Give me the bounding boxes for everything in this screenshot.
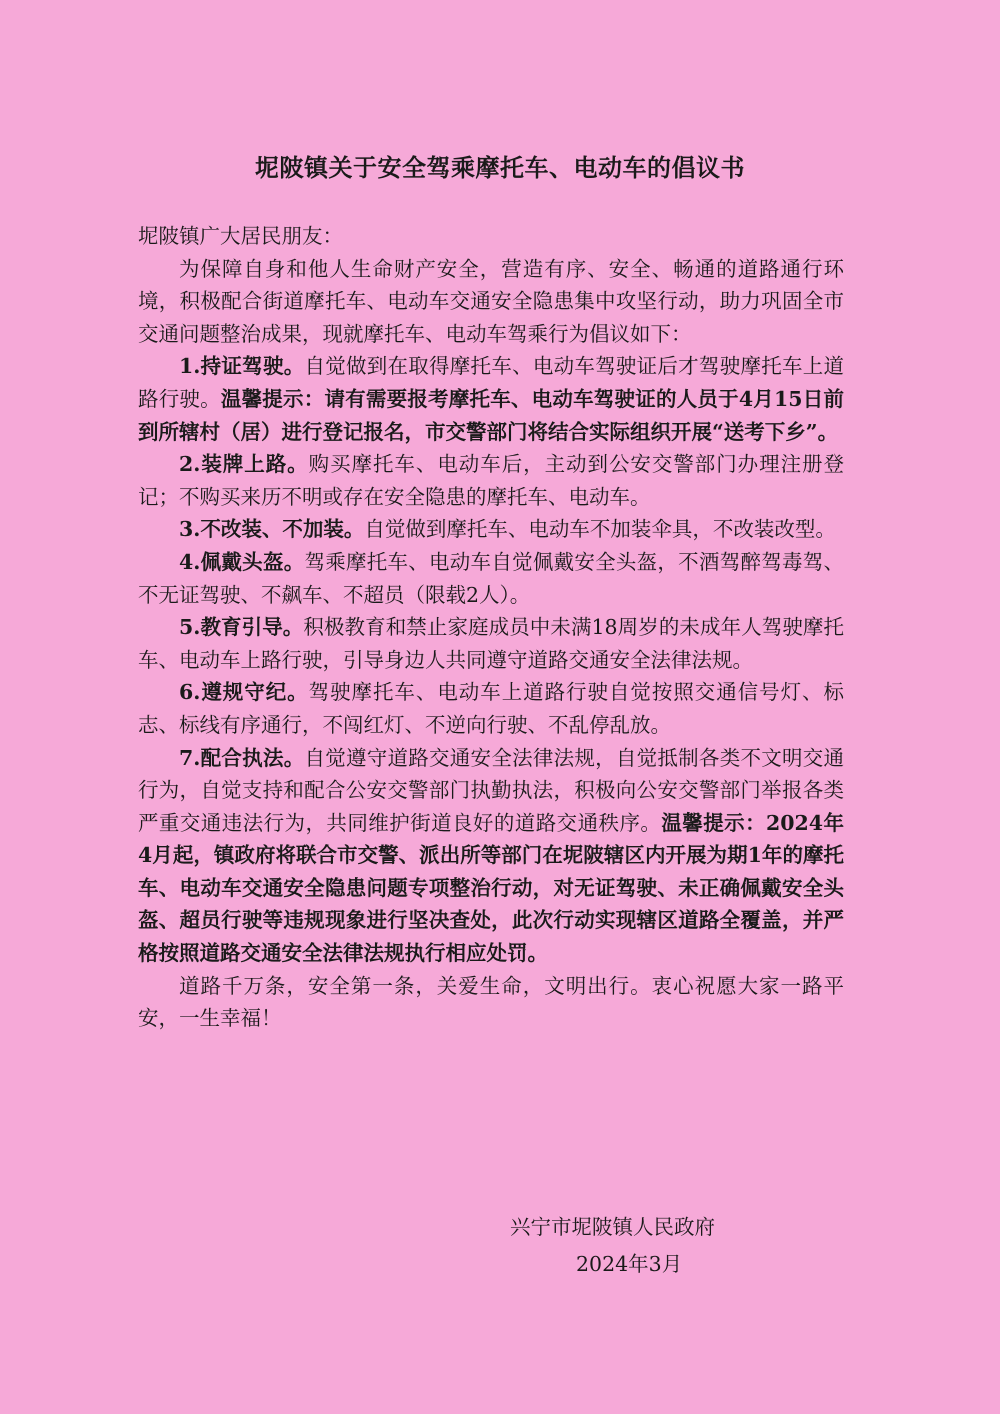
- item-5-label: 5.教育引导。: [179, 615, 304, 640]
- item-2-paragraph: [138, 448, 844, 513]
- closing-paragraph: 道路千万条，安全第一条，关爱生命，文明出行。衷心祝愿大家一路平安，一生幸福！: [138, 973, 844, 1031]
- item-7-tip: 温馨提示：2024年4月起，镇政府将联合市交警、派出所等部门在坭陂辖区内开展为期1年的摩托车、电动车交通安全隐患问题专项整治行动，对无证驾驶、未正确佩戴安全头盔、超员行驶等违规现象进行坚决查处，此次行动实现辖区道路全覆盖，并严格按照道路交通安全法律法规执行相应处罚。: [138, 810, 845, 966]
- item-3-paragraph: [138, 513, 844, 546]
- item-7-label: 7.配合执法。: [179, 745, 305, 770]
- item-7-paragraph: [138, 742, 844, 970]
- signature-org: 兴宁市坭陂镇人民政府: [510, 1215, 715, 1239]
- item-4-paragraph: [138, 546, 844, 611]
- item-7-text: 自觉遵守道路交通安全法律法规，自觉抵制各类不文明交通行为，自觉支持和配合公安交警部门执勤执法，积极向公安交警部门举报各类严重交通违法行为，共同维护街道良好的道路交通秩序。: [138, 745, 844, 835]
- item-6-paragraph: [138, 676, 844, 741]
- item-6-text: 驾驶摩托车、电动车上道路行驶自觉按照交通信号灯、标志、标线有序通行，不闯红灯、不逆向行驶、不乱停乱放。: [138, 680, 844, 737]
- item-6-label: 6.遵规守纪。: [179, 680, 309, 705]
- item-2-label: 2.装牌上路。: [179, 452, 309, 477]
- item-1-paragraph: [138, 350, 844, 448]
- intro-paragraph: 为保障自身和他人生命财产安全，营造有序、安全、畅通的道路通行环境，积极配合街道摩托车、电动车交通安全隐患集中攻坚行动，助力巩固全市交通问题整治成果，现就摩托车、电动车驾乘行为倡议如下：: [138, 256, 844, 346]
- signature-date: 2024年3月: [576, 1252, 683, 1276]
- item-1-text: 自觉做到在取得摩托车、电动车驾驶证后才驾驶摩托车上道路行驶。: [138, 354, 844, 411]
- item-3-label: 3.不改装、不加装。: [179, 517, 365, 542]
- document-title: 坭陂镇关于安全驾乘摩托车、电动车的倡议书: [255, 153, 745, 182]
- item-5-text: 积极教育和禁止家庭成员中未满18周岁的未成年人驾驶摩托车、电动车上路行驶，引导身边人共同遵守道路交通安全法律法规。: [138, 615, 844, 672]
- item-4-label: 4.佩戴头盔。: [179, 549, 305, 574]
- item-1-tip: 温馨提示：请有需要报考摩托车、电动车驾驶证的人员于4月15日前到所辖村（居）进行登记报名，市交警部门将结合实际组织开展“送考下乡”。: [138, 386, 844, 444]
- item-4-text: 驾乘摩托车、电动车自觉佩戴安全头盔，不酒驾醉驾毒驾、不无证驾驶、不飙车、不超员（限载2人）。: [138, 549, 844, 607]
- item-3-text: 自觉做到摩托车、电动车不加装伞具，不改装改型。: [364, 517, 836, 542]
- salutation: 坭陂镇广大居民朋友：: [138, 224, 343, 248]
- item-1-label: 1.持证驾驶。: [179, 354, 305, 379]
- document-body: [138, 220, 844, 1035]
- item-5-paragraph: [138, 611, 844, 676]
- item-2-text: 购买摩托车、电动车后，主动到公安交警部门办理注册登记；不购买来历不明或存在安全隐患的摩托车、电动车。: [138, 452, 844, 509]
